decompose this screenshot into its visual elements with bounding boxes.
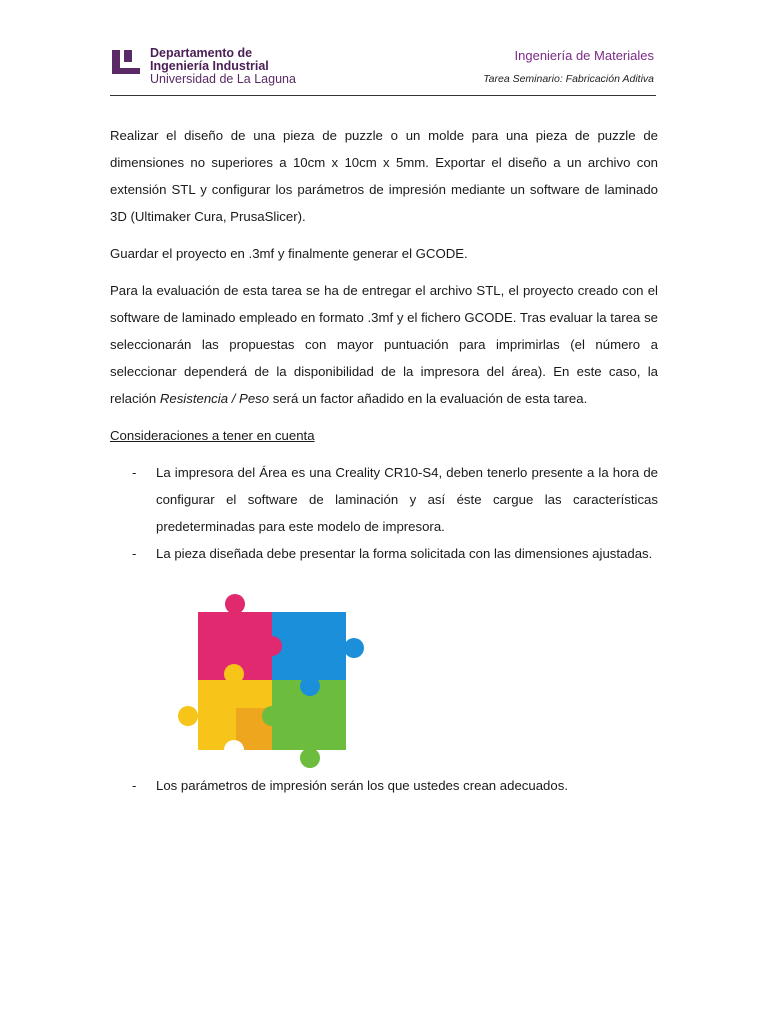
header-right <box>483 48 654 85</box>
ratio-emphasis: Resistencia / Peso <box>159 391 270 406</box>
puzzle-image <box>176 592 366 772</box>
dept-line-2: Ingeniería Industrial <box>150 59 269 73</box>
bullet-marker: - <box>132 546 137 561</box>
list-item-text: Los parámetros de impresión serán los que ustedes crean adecuados. <box>156 778 568 793</box>
considerations-list <box>110 459 658 567</box>
paragraph-2: Guardar el proyecto en .3mf y finalmente generar el GCODE. <box>110 246 468 261</box>
list-item <box>110 772 658 799</box>
university-name: Universidad de La Laguna <box>150 72 296 86</box>
dept-line-1: Departamento de <box>150 46 253 60</box>
puzzle-piece-blue <box>262 612 364 680</box>
paragraph-3-part-2: será un factor añadido en la evaluación de esta tarea. <box>269 391 588 406</box>
list-item-text: La pieza diseñada debe presentar la forma solicitada con las dimensiones ajustadas. <box>156 546 653 561</box>
page-header <box>110 44 656 96</box>
ull-logo-icon <box>110 48 142 76</box>
list-item-text: La impresora del Área es una Creality CR10-S4, deben tenerlo presente a la hora de configurar el software de laminación y así éste cargue las características predeterminadas para este modelo de impresora. <box>156 465 658 534</box>
paragraph-3 <box>110 277 658 412</box>
department-name <box>150 47 296 86</box>
list-item <box>110 459 658 540</box>
paragraph-3-part-1: Para la evaluación de esta tarea se ha de entregar el archivo STL, el proyecto creado con el software de laminado empleado en formato .3mf y el fichero GCODE. Tras evaluar la tarea se seleccionarán las propuestas con mayor puntuación para imprimirlas (el número a seleccionar dependerá de la disponibilidad de la impresora del área). En este caso, la relación <box>110 283 658 406</box>
bullet-marker: - <box>132 778 137 793</box>
list-item <box>110 540 658 567</box>
header-divider <box>110 95 656 96</box>
task-title: Tarea Seminario: Fabricación Aditiva <box>483 73 654 85</box>
paragraph-1: Realizar el diseño de una pieza de puzzle o un molde para una pieza de puzzle de dimensiones no superiores a 10cm x 10cm x 5mm. Exportar el diseño a un archivo con extensión STL y configurar los parámetros de impresión mediante un software de laminado 3D (Ultimaker Cura, PrusaSlicer). <box>110 128 658 224</box>
bullet-marker: - <box>132 465 137 480</box>
subject-title: Ingeniería de Materiales <box>514 48 654 63</box>
document-body <box>110 122 658 567</box>
final-list <box>110 772 658 799</box>
section-title: Consideraciones a tener en cuenta <box>110 428 315 443</box>
